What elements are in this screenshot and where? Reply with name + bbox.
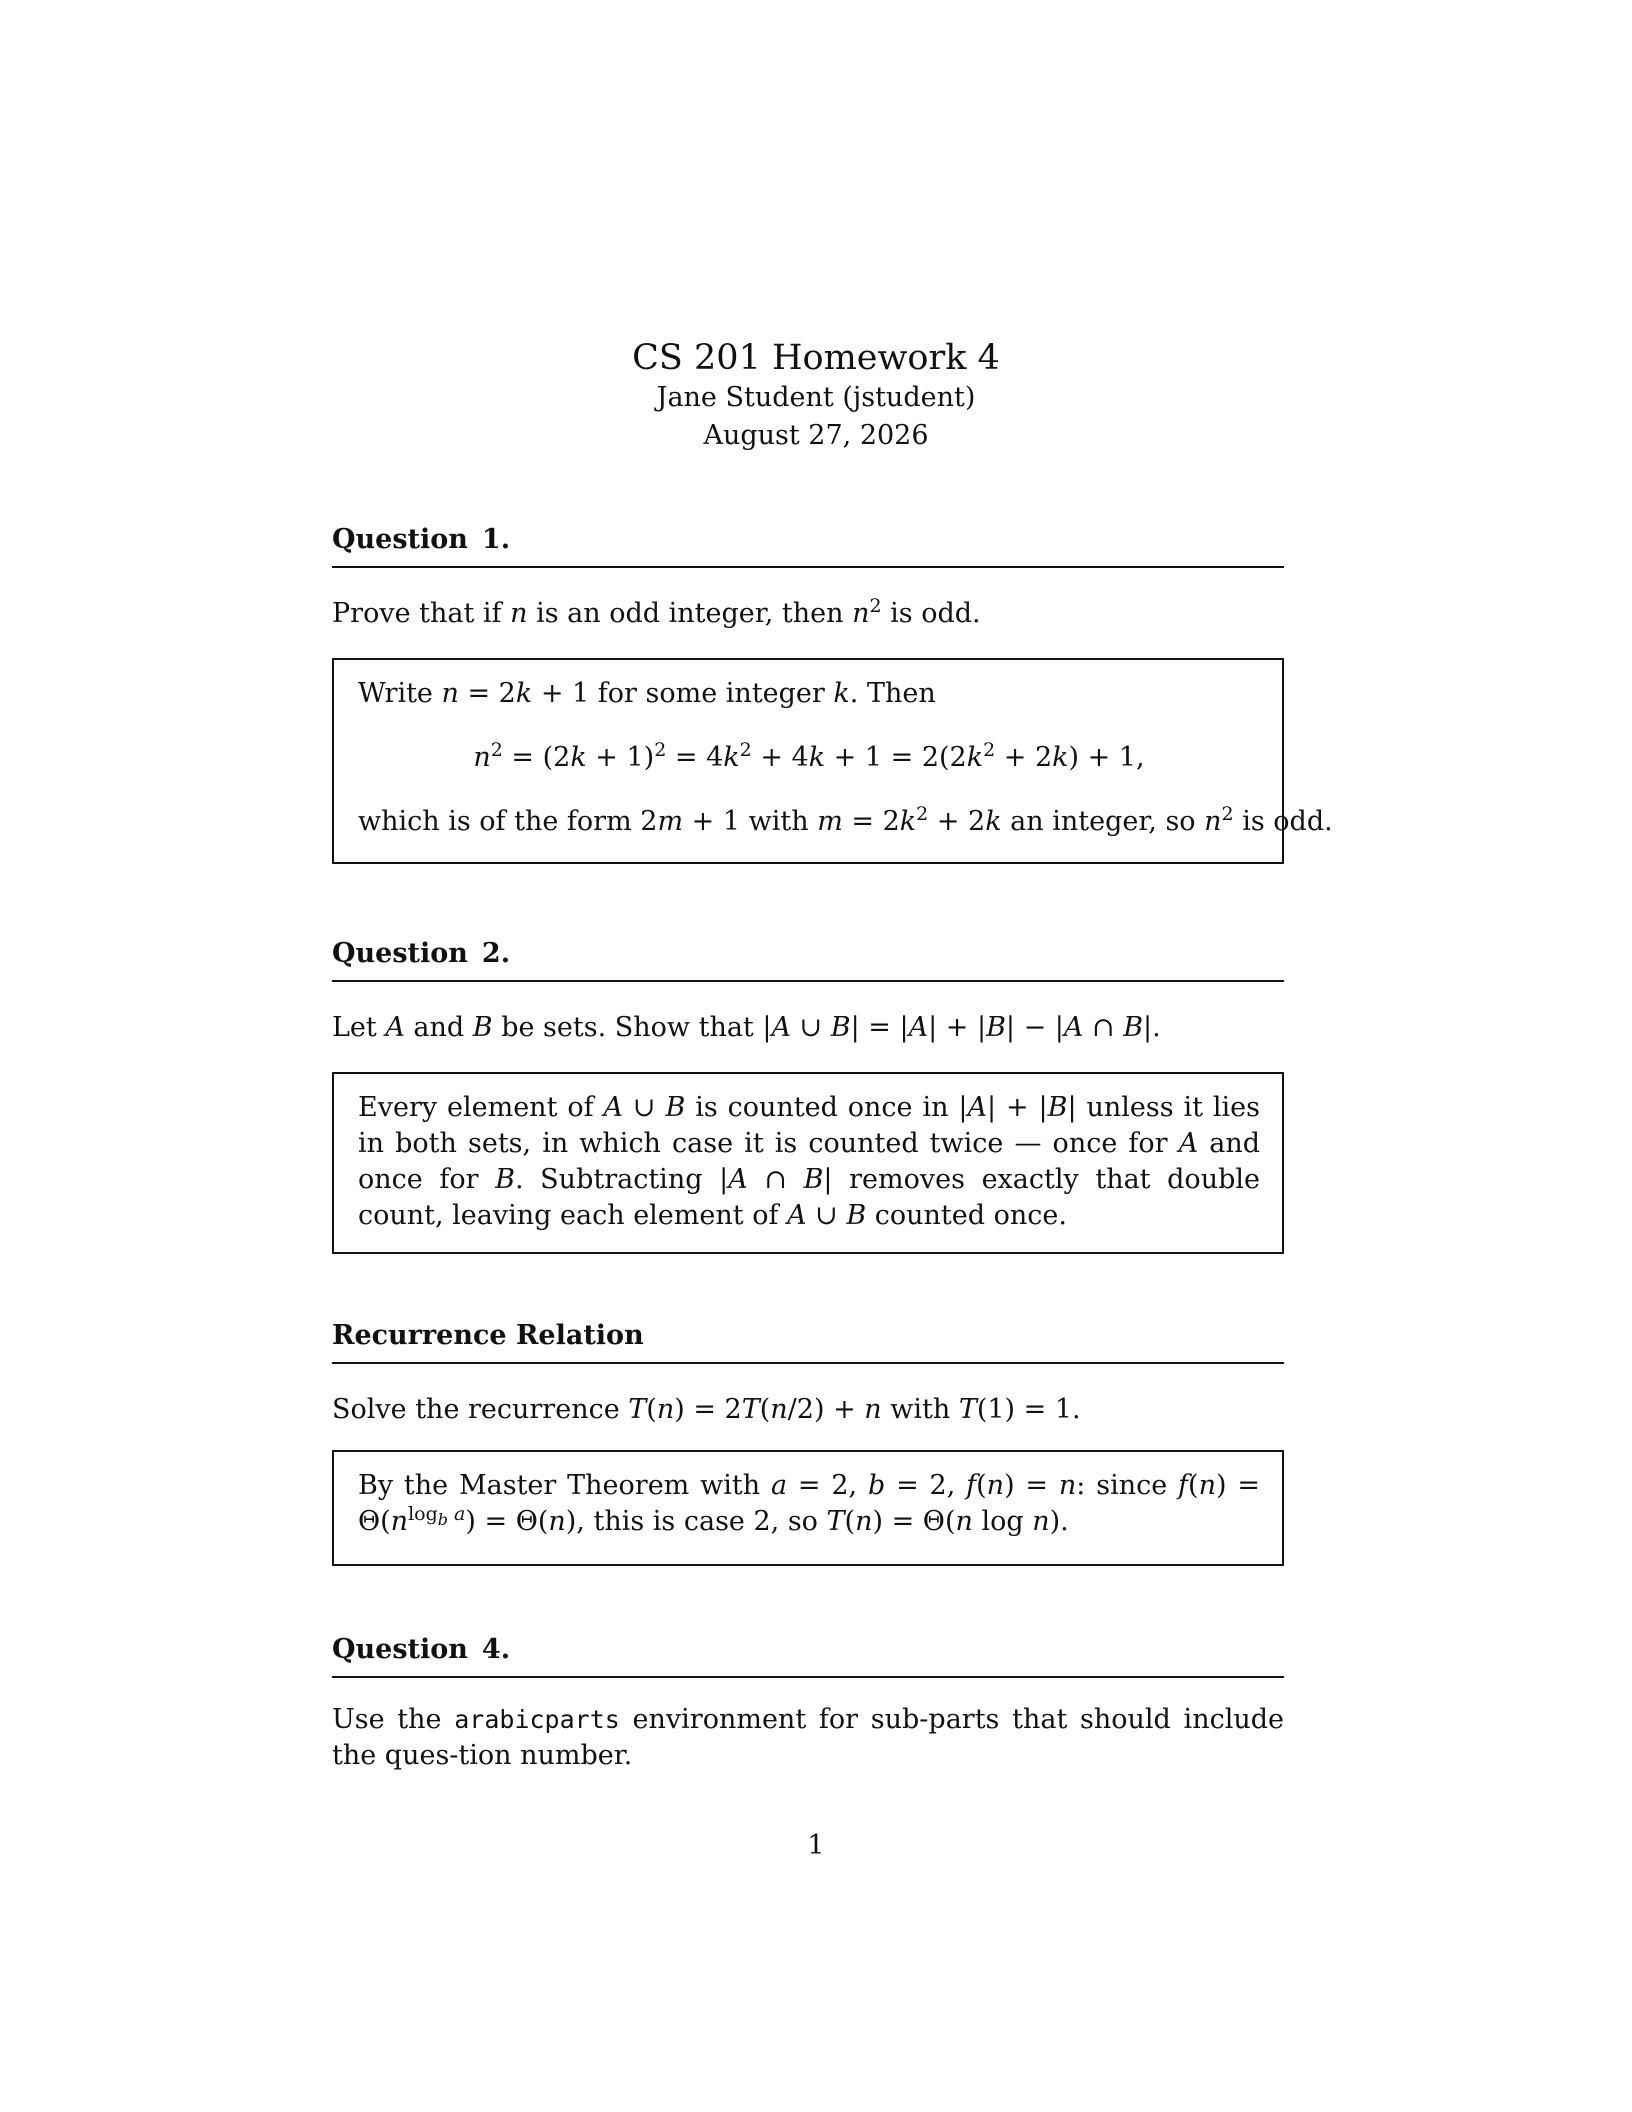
question-2-section [332,936,1284,1231]
question-1-rule [332,566,1284,568]
recurrence-heading: Recurrence Relation [332,1320,644,1351]
question-2-rule [332,980,1284,982]
solution-2-text: Every element of A ∪ B is counted once in |A| + |B| unless it lies in both sets, in which case it is counted twice — once for A and once for B. Subtracting |A ∩ B| removes exactly that double count, leaving each element of A ∪ B counted once. [358,1092,1260,1231]
page-number: 1 [807,1830,825,1861]
document-title: CS 201 Homework 4 [632,338,1000,378]
question-2-prompt: Let A and B be sets. Show that |A ∪ B| = |A| + |B| − |A ∩ B|. [332,1012,1161,1043]
question-1-section [332,522,1333,837]
question-4-prompt: Use the arabicparts environment for sub-parts that should include the ques-tion number. [332,1704,1284,1771]
author-line: Jane Student (jstudent) [656,382,976,413]
question-1-solution-box [332,658,1333,864]
question-2-heading: Question 2. [332,938,511,969]
recurrence-section [332,1318,1284,1537]
date-line: August 27, 2026 [703,420,929,451]
solution-1-line-3: which is of the form 2m + 1 with $m = 2k^2 + 2k$ an integer, so $n^2$ is odd. [358,803,1333,837]
question-4-section [332,1632,1284,1771]
solution-1-equation: $n^2 = (2k + 1)^2 = 4k^2 + 4k + 1 = 2(2k^2 + 2k) + 1$, [473,739,1145,773]
question-4-heading: Question 4. [332,1634,511,1665]
question-2-solution-box [332,1072,1284,1254]
question-4-rule [332,1676,1284,1678]
recurrence-solution-box [332,1450,1284,1566]
recurrence-rule [332,1362,1284,1364]
recurrence-solution-text: By the Master Theorem with a = 2, b = 2, f(n) = n: since $f(n) = \Theta(n^{log_b a}) = \Theta(n)$, this is case 2, so T(n) = Θ(n log n). [358,1470,1260,1537]
question-1-prompt: Prove that if n is an odd integer, then $n^2$ is odd. [332,595,981,629]
solution-1-line-1: Write n = 2k + 1 for some integer k. Then [358,678,936,709]
recurrence-prompt: Solve the recurrence T(n) = 2T(n/2) + n with T(1) = 1. [332,1394,1081,1425]
question-1-heading: Question 1. [332,524,511,555]
